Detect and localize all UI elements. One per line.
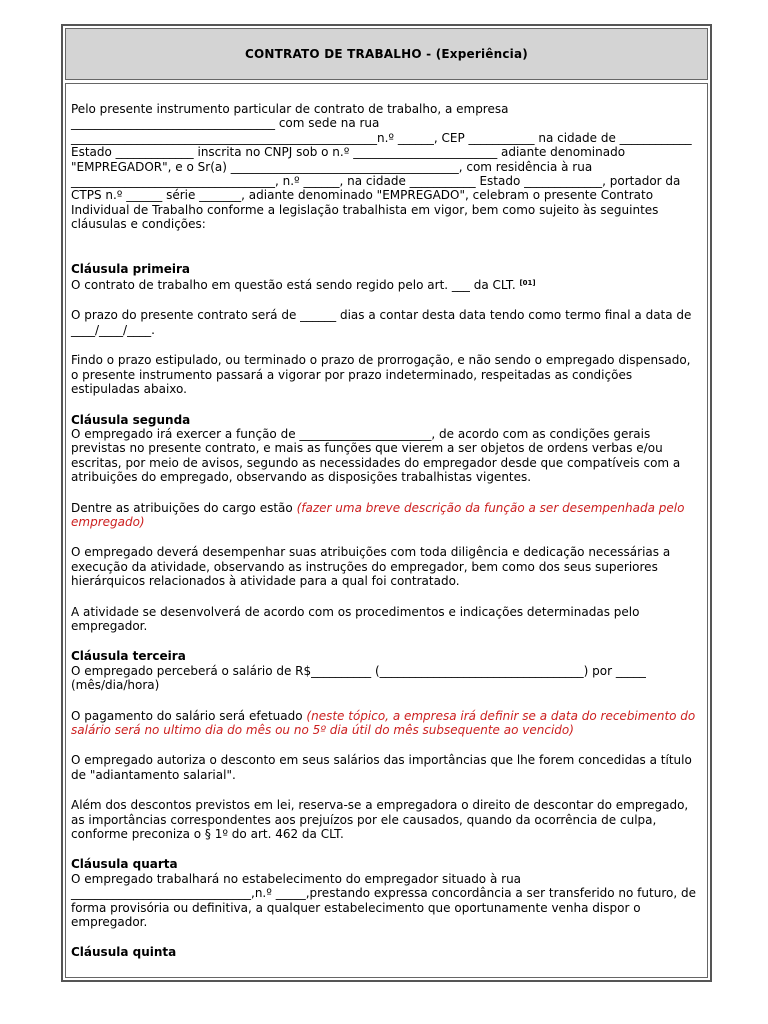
clause-3-paragraph-3: O empregado autoriza o desconto em seus salários das importâncias que lhe forem concedidas a título de "adiantamento salarial". — [71, 753, 692, 782]
footnote-ref: [01] — [519, 279, 536, 288]
title-bar — [65, 28, 708, 80]
clause-1-heading: Cláusula primeira — [71, 261, 191, 276]
clause-1-paragraph-3: Findo o prazo estipulado, ou terminado o prazo de prorrogação, e não sendo o empregado dispensado, o presente instrumento passará a vigorar por prazo indeterminado, respeitadas as condições estipuladas abaixo. — [71, 353, 691, 397]
clause-2-paragraph-2 — [71, 501, 699, 530]
clause-2-paragraph-1: O empregado irá exercer a função de ______________________, de acordo com as condições gerais previstas no presente contrato, e mais as funções que vierem a ser objetos de ordens verbas e/ou escritas, por meio de avisos, segundo as necessidades do empregador desde que compatíveis com a atribuições do empregado, observando as disposições trabalhistas vigentes. — [71, 426, 681, 485]
clause-1-paragraph-2: O prazo do presente contrato será de ______ dias a contar desta data tendo como termo final a data de ____/____/____. — [71, 308, 692, 337]
clause-3-heading: Cláusula terceira — [71, 649, 186, 664]
clause-2-paragraph-4: A atividade se desenvolverá de acordo com os procedimentos e indicações determinadas pelo empregador. — [71, 604, 640, 633]
document-title: CONTRATO DE TRABALHO - (Experiência) — [245, 47, 528, 61]
intro-paragraph: Pelo presente instrumento particular de contrato de trabalho, a empresa __________________________________ com sede na rua ___________________________________________________n.º ______, CEP ___________ na cidade de ____________ Estado _____________ inscrita no CNPJ sob o n.º ________________________ adiante denominado "EMPREGADOR", e o Sr(a) ______________________________________, com residência à rua __________________________________, n.º ______, na cidade ___________ Estado _____________, portador da CTPS n.º ______ série _______, adiante denominado "EMPREGADO", celebram o presente Contrato Individual de Trabalho conforme a legislação trabalhista em vigor, bem como sujeito às seguintes cláusulas e condições: — [71, 102, 692, 232]
clause-2-paragraph-3: O empregado deverá desempenhar suas atribuições com toda diligência e dedicação necessárias a execução da atividade, observando as instruções do empregador, bem como dos seus superiores hierárquicos relacionados à atividade para a qual foi contratado. — [71, 545, 671, 589]
clause-3-paragraph-4: Além dos descontos previstos em lei, reserva-se a empregadora o direito de descontar do empregado, as importâncias correspondentes aos prejuízos por ele causados, quando da ocorrência de culpa, conforme preconiza o § 1º do art. 462 da CLT. — [71, 798, 689, 842]
clause-3-paragraph-1: O empregado perceberá o salário de R$__________ (__________________________________) por _____ (mês/dia/hora) — [71, 663, 646, 693]
clause-4-heading: Cláusula quarta — [71, 857, 178, 872]
clause-2-heading: Cláusula segunda — [71, 412, 191, 427]
clause-3-text-2: O pagamento do salário será efetuado — [71, 708, 303, 723]
contract-body — [65, 83, 708, 978]
clause-4-paragraph-1: O empregado trabalhará no estabelecimento do empregador situado à rua ______________________________,n.º _____,prestando expressa concordância a ser transferido no futuro, de forma provisória ou definitiva, a qualquer estabelecimento que oportunamente venha dispor o empregador. — [71, 871, 696, 930]
clause-1-text-1: O contrato de trabalho em questão está sendo regido pelo art. ___ da CLT. — [71, 278, 516, 293]
clause-1-paragraph-1 — [71, 276, 699, 292]
clause-5-heading: Cláusula quinta — [71, 945, 177, 960]
clause-2-text-2: Dentre as atribuições do cargo estão — [71, 500, 293, 515]
clause-3-instruction: (neste tópico, a empresa irá definir se a data do recebimento do salário será no ultimo dia do mês ou no 5º dia útil do mês subsequente ao vencido) — [71, 708, 696, 737]
clause-3-paragraph-2 — [71, 709, 699, 738]
clause-2-instruction: (fazer uma breve descrição da função a ser desempenhada pelo empregado) — [71, 500, 685, 529]
contract-document — [61, 24, 712, 982]
contract-text — [71, 102, 699, 960]
